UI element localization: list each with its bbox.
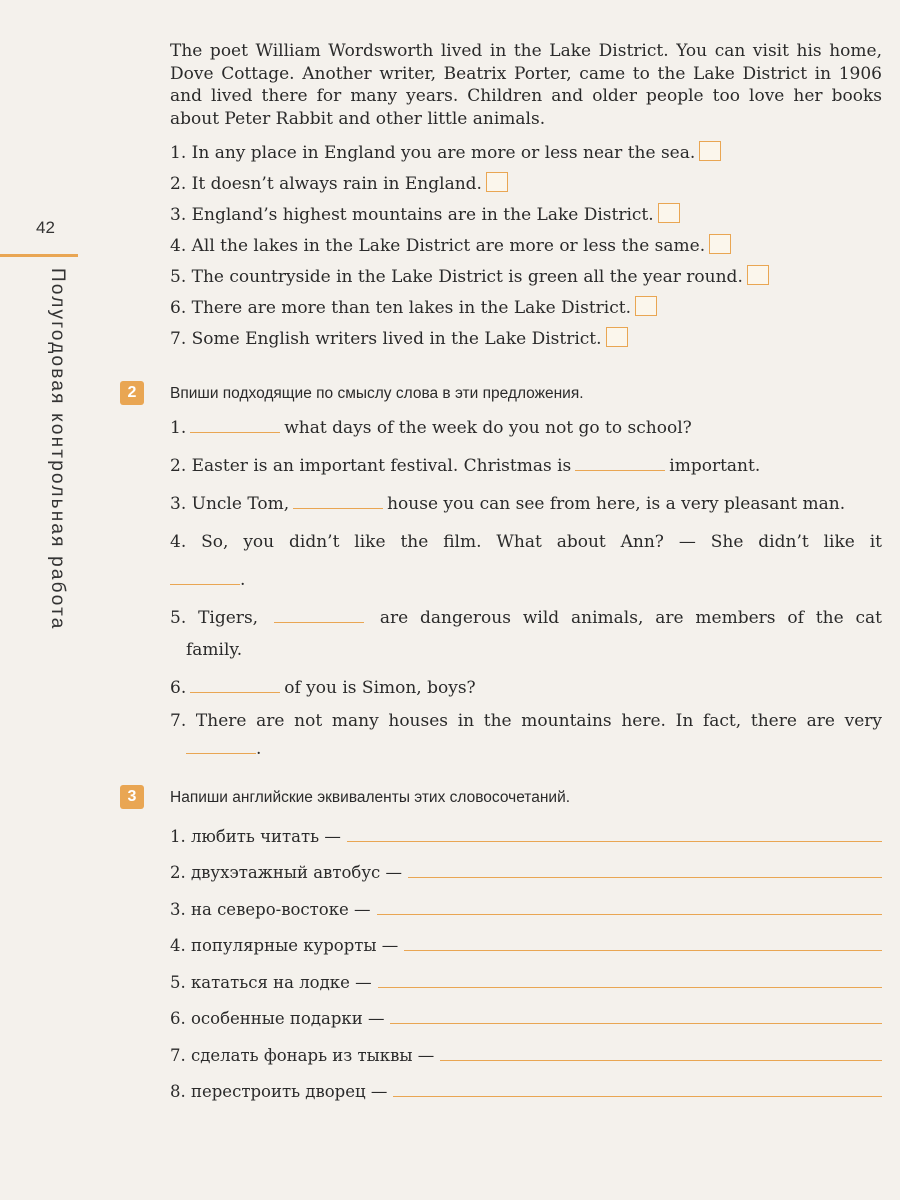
true-false-item — [170, 231, 882, 262]
fill-sentence — [170, 485, 882, 523]
equivalent-item — [170, 959, 882, 996]
answer-line[interactable] — [404, 950, 882, 951]
answer-box[interactable] — [709, 234, 731, 254]
answer-line[interactable] — [393, 1096, 882, 1097]
task-number-badge: 2 — [120, 381, 144, 405]
russian-phrase: 2. двухэтажный автобус — — [170, 863, 403, 882]
russian-phrase: 5. кататься на лодке — — [170, 972, 372, 992]
russian-phrase: 7. сделать фонарь из тыквы — — [170, 1045, 435, 1065]
page-content — [127, 40, 882, 1105]
task-instruction: Впиши подходящие по смыслу слова в эти предложения. — [170, 385, 584, 402]
statement-text: 5. The countryside in the Lake District is green all the year round. — [170, 267, 743, 287]
answer-gap[interactable] — [274, 608, 364, 623]
answer-line[interactable] — [378, 987, 882, 988]
answer-box[interactable] — [486, 172, 508, 192]
true-false-item — [170, 293, 882, 324]
sentence-text: family. — [186, 640, 243, 660]
sentence-text: . — [240, 570, 246, 590]
statement-text: 6. There are more than ten lakes in the Lake District. — [170, 298, 631, 318]
answer-line[interactable] — [377, 914, 882, 915]
answer-line[interactable] — [440, 1060, 882, 1061]
answer-gap[interactable] — [293, 494, 383, 509]
answer-box[interactable] — [606, 327, 628, 347]
sentence-text: what days of the week do you not go to school? — [284, 418, 692, 438]
true-false-item — [170, 200, 882, 231]
statement-text: 2. It doesn’t always rain in England. — [170, 174, 482, 194]
task-3 — [127, 783, 882, 1105]
equivalent-item — [170, 886, 882, 923]
sentence-text: 5. Tigers, — [170, 608, 259, 628]
answer-gap[interactable] — [186, 739, 256, 754]
true-false-list — [170, 138, 882, 355]
true-false-item — [170, 138, 882, 169]
statement-text: 1. In any place in England you are more or less near the sea. — [170, 143, 696, 163]
fill-sentence — [170, 707, 882, 763]
sentence-text: 2. Easter is an important festival. Christmas is — [170, 456, 572, 476]
equivalent-item — [170, 1032, 882, 1069]
answer-gap[interactable] — [190, 678, 280, 693]
fill-sentence — [170, 669, 882, 707]
answer-line[interactable] — [390, 1023, 882, 1024]
answer-box[interactable] — [699, 141, 721, 161]
sentence-text: of you is Simon, boys? — [284, 678, 476, 698]
equivalent-item — [170, 996, 882, 1033]
statement-text: 3. England’s highest mountains are in the Lake District. — [170, 205, 654, 225]
answer-gap[interactable] — [170, 570, 240, 585]
russian-phrase: 4. популярные курорты — — [170, 936, 399, 955]
task-2 — [127, 379, 882, 763]
true-false-item — [170, 169, 882, 200]
answer-line[interactable] — [347, 841, 882, 842]
answer-gap[interactable] — [575, 456, 665, 471]
fill-sentence — [170, 409, 882, 447]
answer-box[interactable] — [658, 203, 680, 223]
sentence-text: are dangerous wild animals, are members of the cat — [379, 608, 882, 628]
task-number-badge: 3 — [120, 785, 144, 809]
answer-gap[interactable] — [190, 418, 280, 433]
answer-line[interactable] — [408, 877, 882, 878]
russian-phrase: 1. любить читать — — [170, 826, 341, 846]
side-title: Полугодовая контрольная работа — [47, 268, 68, 631]
russian-phrase: 3. на северо-востоке — — [170, 899, 371, 919]
sentence-text: 4. So, you didn’t like the film. What about Ann? — She didn’t like it — [170, 532, 882, 552]
sentence-text: 7. There are not many houses in the mountains here. In fact, there are very — [170, 711, 882, 731]
equivalent-item — [170, 813, 882, 850]
statement-text: 7. Some English writers lived in the Lake District. — [170, 329, 602, 349]
equivalent-item — [170, 850, 882, 887]
task-instruction: Напиши английские эквиваленты этих словосочетаний. — [170, 789, 571, 806]
true-false-item — [170, 262, 882, 293]
sentence-text: . — [256, 739, 262, 759]
equivalent-item — [170, 1069, 882, 1106]
fill-sentence — [170, 447, 882, 485]
sentence-text: 6. — [170, 678, 187, 698]
intro-paragraph: The poet William Wordsworth lived in the Lake District. You can visit his home, Dove Cottage. Another writer, Beatrix Porter, came to the Lake District in 1906 and lived there for many years. Children and older people too love her books about Peter Rabbit and other little animals. — [170, 41, 882, 129]
statement-text: 4. All the lakes in the Lake District are more or less the same. — [170, 236, 706, 256]
page-number: 42 — [36, 218, 55, 237]
sentence-text: house you can see from here, is a very pleasant man. — [387, 494, 846, 514]
true-false-item — [170, 324, 882, 355]
answer-box[interactable] — [747, 265, 769, 285]
side-divider — [0, 254, 78, 257]
sentence-text: 1. — [170, 418, 187, 438]
fill-sentence — [170, 599, 882, 669]
russian-phrase: 8. перестроить дворец — — [170, 1082, 388, 1101]
equivalent-item — [170, 923, 882, 960]
fill-sentence — [170, 523, 882, 599]
answer-box[interactable] — [635, 296, 657, 316]
sentence-text: important. — [669, 456, 761, 476]
sentence-text: 3. Uncle Tom, — [170, 494, 290, 514]
russian-phrase: 6. особенные подарки — — [170, 1009, 385, 1028]
